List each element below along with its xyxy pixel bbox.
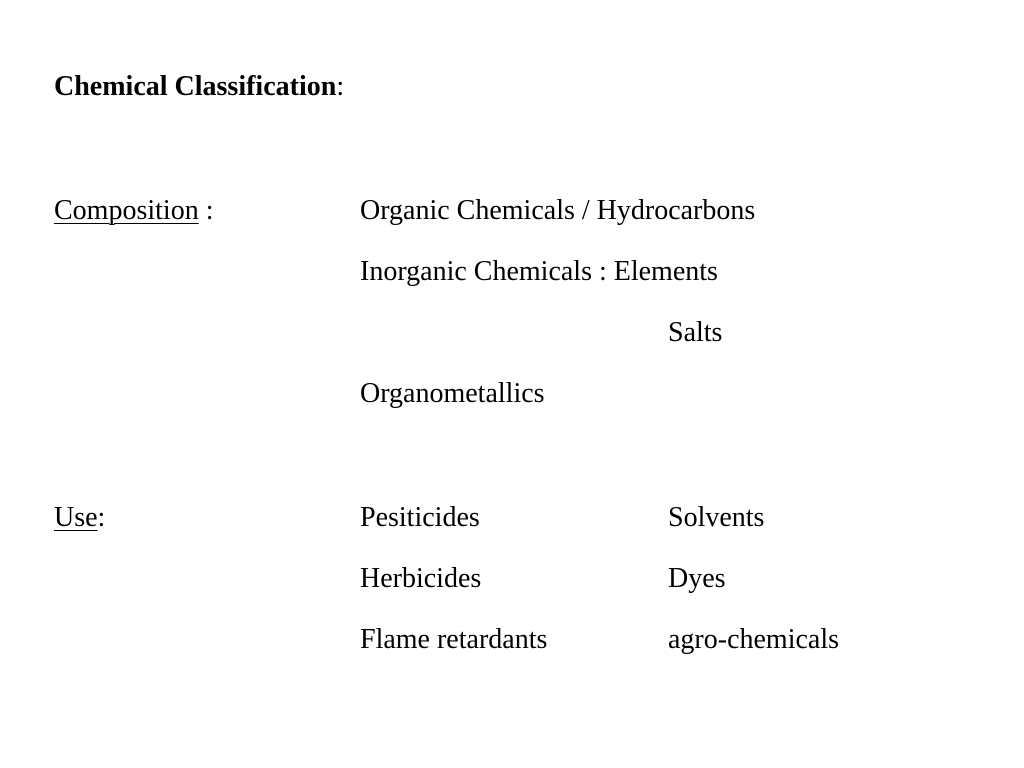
use-item: Herbicides xyxy=(360,563,482,594)
use-item: Solvents xyxy=(668,502,765,533)
composition-item-inorganic: Inorganic Chemicals : Elements xyxy=(360,256,718,287)
composition-item-organic: Organic Chemicals / Hydrocarbons xyxy=(360,195,756,226)
composition-heading xyxy=(54,194,213,228)
use-item: agro-chemicals xyxy=(668,624,840,655)
use-heading xyxy=(54,501,105,535)
use-item: Pesiticides xyxy=(360,502,480,533)
slide-title xyxy=(54,70,344,104)
slide-title-text: Chemical Classification xyxy=(54,71,337,102)
use-colon: : xyxy=(97,502,106,533)
composition-item-salts: Salts xyxy=(668,317,723,348)
use-label: Use xyxy=(54,502,98,533)
slide-title-colon: : xyxy=(336,71,345,102)
composition-colon: : xyxy=(198,195,214,226)
use-item: Flame retardants xyxy=(360,624,548,655)
composition-label: Composition xyxy=(54,195,199,226)
use-item: Dyes xyxy=(668,563,726,594)
composition-item-organometallics: Organometallics xyxy=(360,378,545,409)
